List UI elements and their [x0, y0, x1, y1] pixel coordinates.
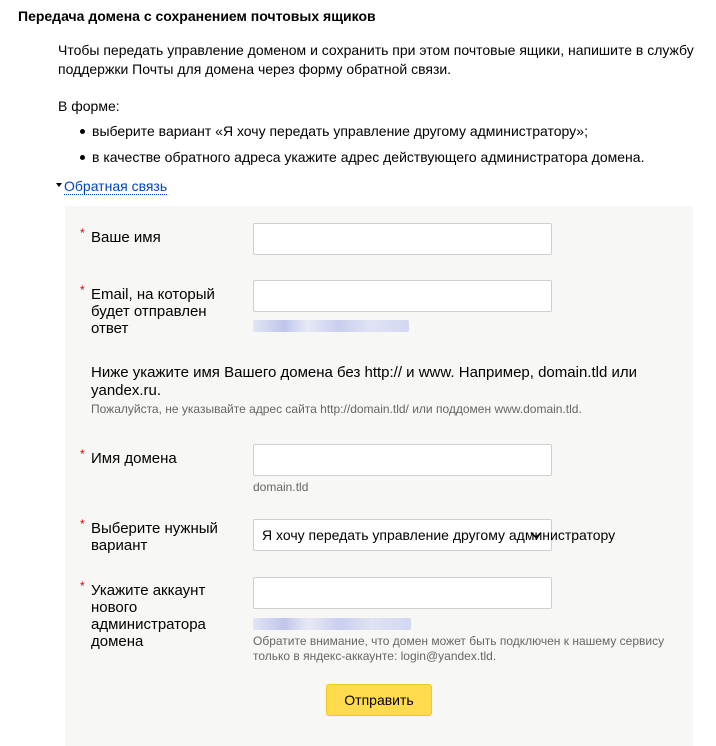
intro-text: Чтобы передать управление доменом и сохранить при этом почтовые ящики, напишите в службу поддержки Почты для домена через форму обратной связи.: [58, 42, 694, 77]
bullet-icon: [80, 129, 85, 134]
redacted-email: [253, 320, 409, 332]
in-form-label: В форме:: [58, 98, 120, 114]
option-label-text: Выберите нужный вариант: [91, 520, 218, 554]
option-label: [80, 517, 241, 554]
required-mark: *: [80, 579, 85, 593]
required-mark: *: [80, 447, 85, 461]
option-select[interactable]: [253, 519, 616, 551]
page-title: Передача домена с сохранением почтовых ящиков: [18, 8, 376, 24]
instructions-list: [58, 122, 708, 174]
list-item: [58, 148, 708, 167]
submit-button[interactable]: Отправить: [326, 684, 432, 716]
account-label: [80, 579, 241, 650]
name-label-text: Ваше имя: [91, 229, 161, 246]
domain-note: Ниже укажите имя Вашего домена без http:// и www. Например, domain.tld или yandex.ru.: [91, 364, 637, 399]
name-input[interactable]: [253, 223, 552, 255]
caret-down-icon: [56, 183, 62, 187]
bullet-text: выберите вариант «Я хочу передать управление другому администратору»;: [92, 123, 588, 139]
bullet-text: в качестве обратного адреса укажите адрес действующего администратора домена.: [92, 149, 645, 165]
account-input[interactable]: [253, 577, 552, 609]
account-label-text: Укажите аккаунт нового администратора домена: [91, 582, 206, 650]
domain-input[interactable]: [253, 444, 552, 476]
account-hint: Обратите внимание, что домен может быть подключен к нашему сервису только в яндекс-аккаунте: login@yandex.tld.: [253, 634, 665, 663]
option-selected-value: Я хочу передать управление другому администратору: [262, 527, 616, 543]
email-input[interactable]: [253, 280, 552, 312]
bullet-icon: [80, 155, 85, 160]
name-label: [80, 226, 161, 246]
required-mark: *: [80, 517, 85, 531]
domain-hint: Пожалуйста, не указывайте адрес сайта http://domain.tld/ или поддомен www.domain.tld.: [91, 402, 582, 416]
list-item: [58, 122, 708, 141]
required-mark: *: [80, 283, 85, 297]
email-label-text: Email, на который будет отправлен ответ: [91, 286, 215, 337]
feedback-toggle[interactable]: [56, 177, 167, 196]
required-mark: *: [80, 226, 85, 240]
feedback-link[interactable]: Обратная связь: [64, 178, 168, 194]
domain-example: domain.tld: [253, 480, 309, 494]
chevron-down-icon: [529, 528, 543, 542]
domain-label: [80, 447, 177, 467]
email-label: [80, 283, 241, 337]
redacted-account: [253, 618, 411, 630]
domain-label-text: Имя домена: [91, 450, 177, 467]
